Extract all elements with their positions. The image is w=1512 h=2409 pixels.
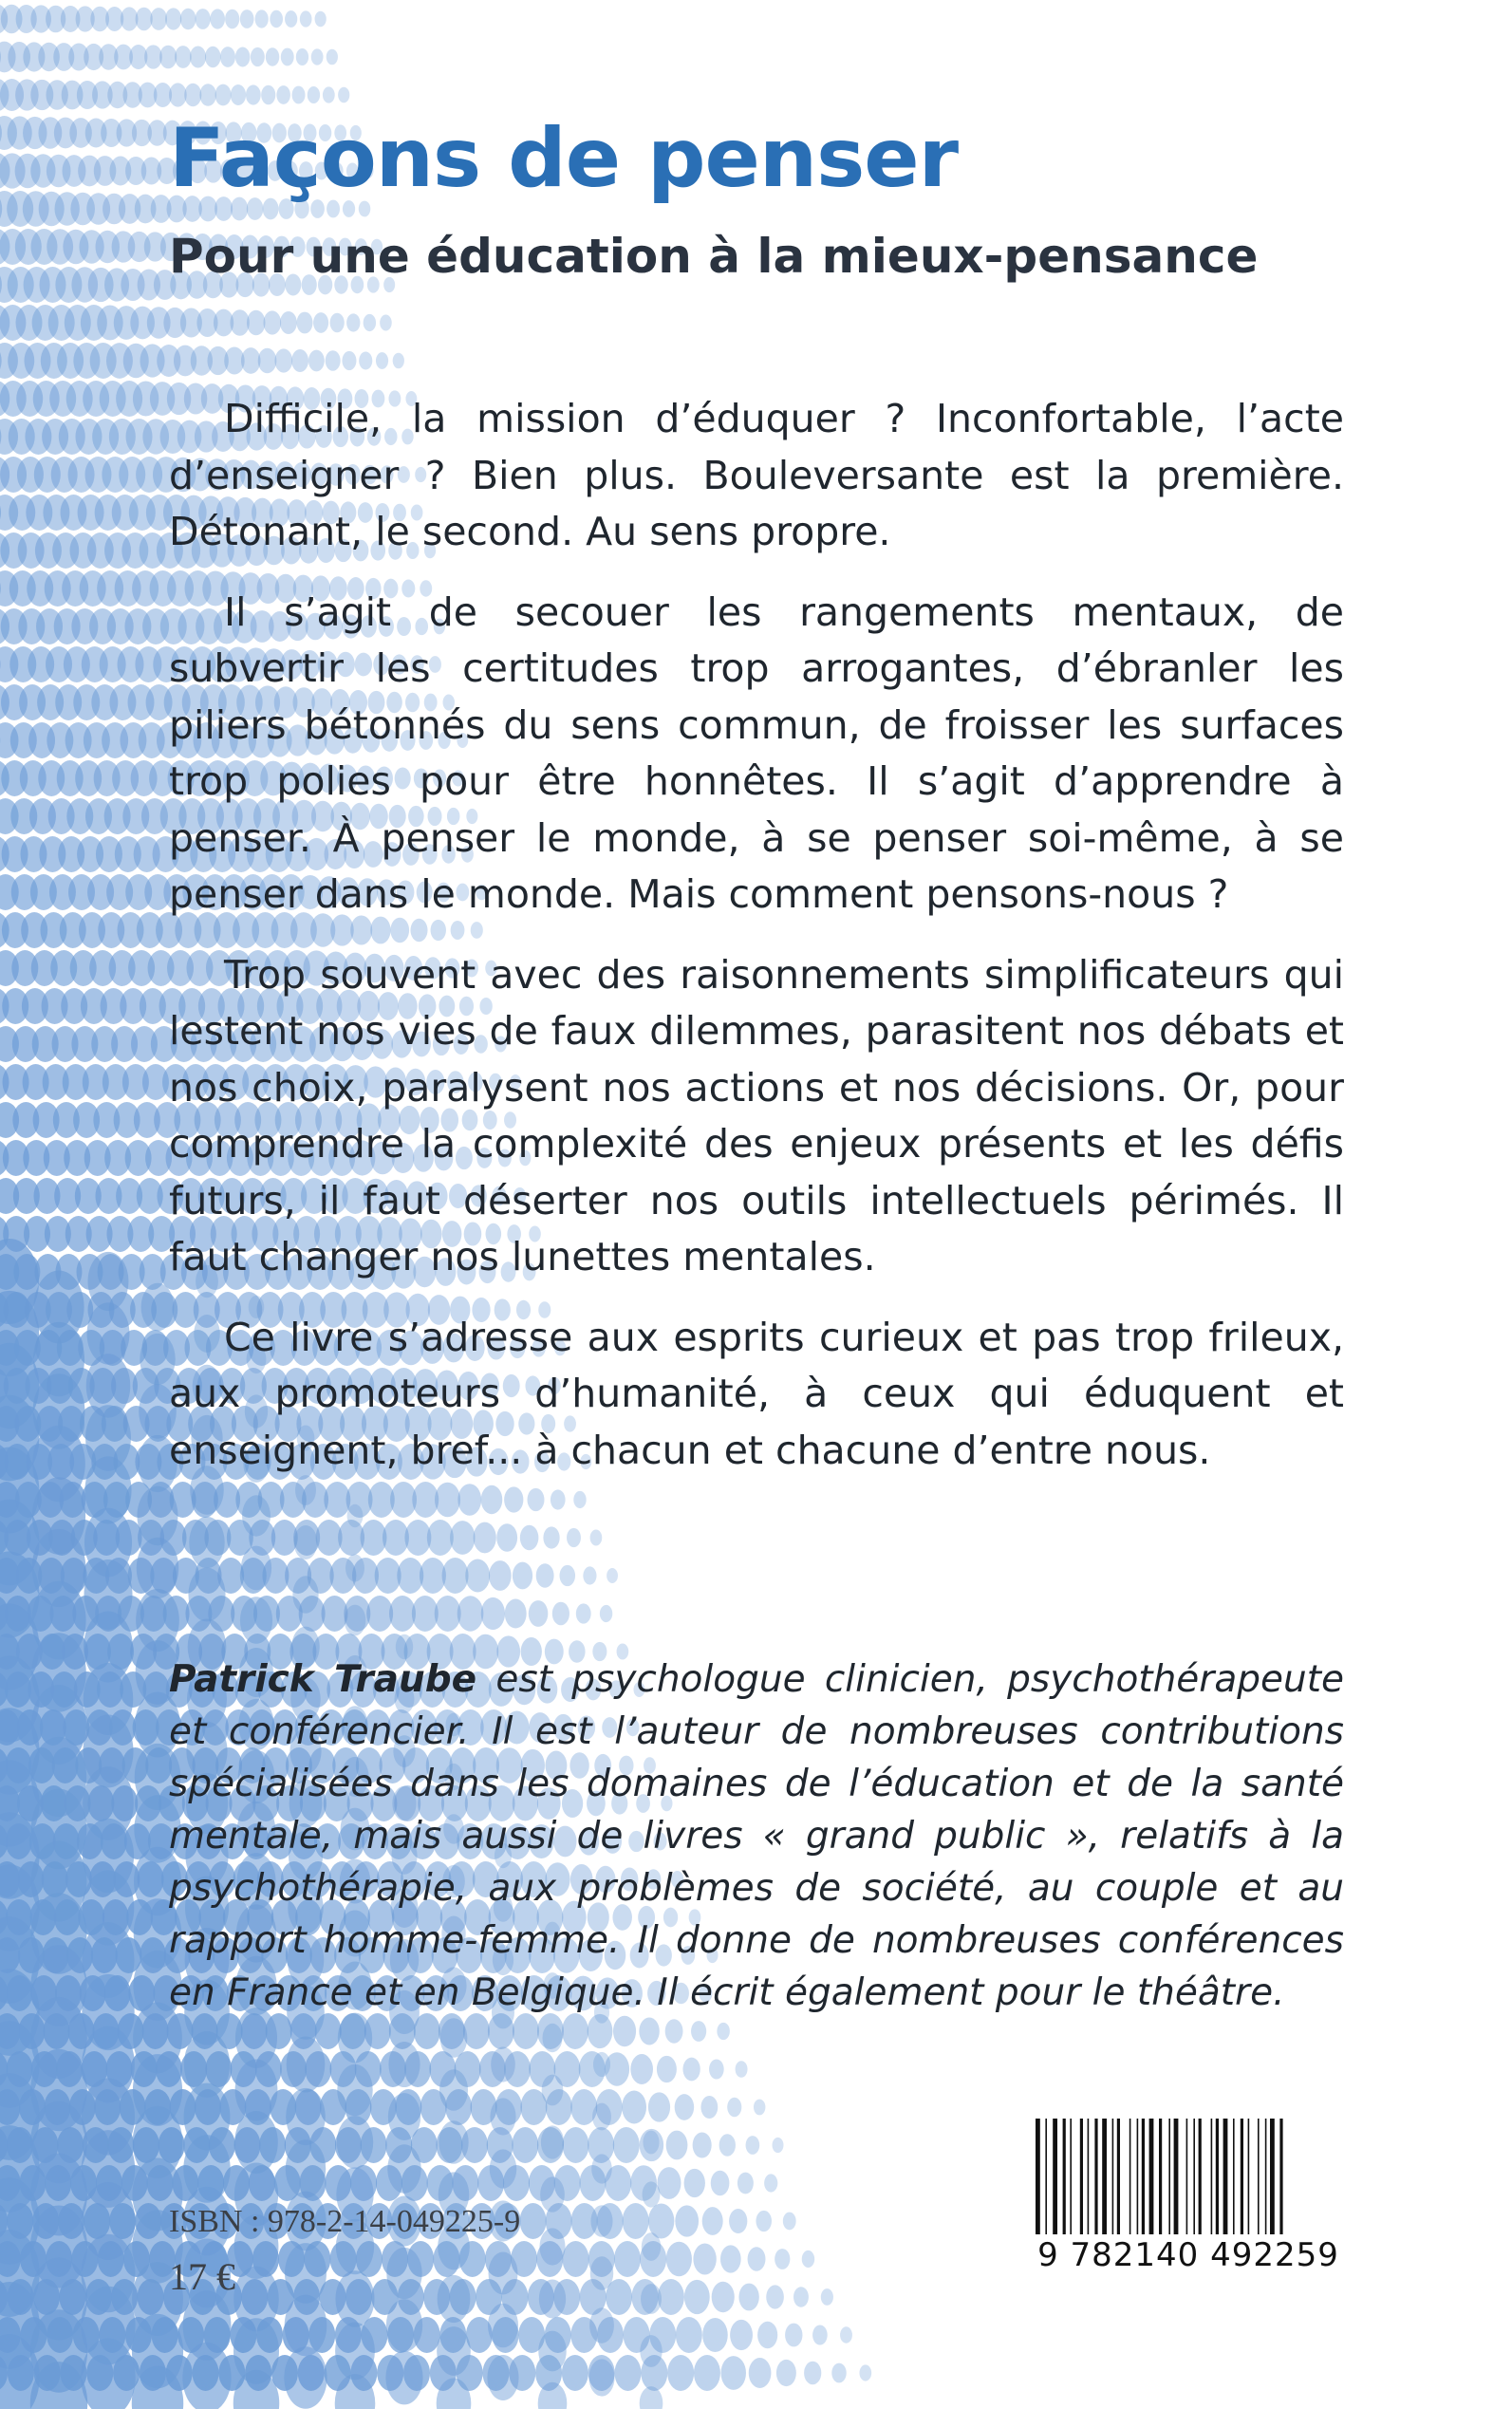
blurb-paragraph-4: Ce livre s’adresse aux esprits curieux et pas trop frileux, aux promoteurs d’humanité, à ceux qui éduquent et enseignent, bref... à chacun et chacune d’entre nous. xyxy=(169,1314,1344,1473)
barcode-bar xyxy=(1088,2119,1090,2234)
barcode-bar xyxy=(1168,2119,1170,2234)
author-name: Patrick Traube xyxy=(169,1658,477,1701)
author-bio xyxy=(169,1653,1344,2019)
barcode-bar xyxy=(1279,2119,1282,2234)
barcode-bar xyxy=(1036,2119,1040,2234)
blurb-paragraph-3: Trop souvent avec des raisonnements simplificateurs qui lestent nos vies de faux dilemmes, parasitent nos débats et nos choix, paralysent nos actions et nos décisions. Or, pour comprendre la complexité des enjeux présents et les défis futurs, il faut déserter nos outils intellectuels périmés. Il faut changer nos lunettes mentales. xyxy=(169,951,1344,1279)
barcode-bar xyxy=(1193,2119,1195,2234)
price-label: 17 € xyxy=(169,2255,235,2298)
barcode-bar xyxy=(1053,2119,1057,2234)
barcode-bar xyxy=(1233,2119,1235,2234)
barcode-bar xyxy=(1159,2119,1162,2234)
barcode-bar xyxy=(1102,2119,1107,2234)
barcode-bar xyxy=(1117,2119,1120,2234)
barcode-bar xyxy=(1063,2119,1066,2234)
barcode-bar xyxy=(1216,2119,1219,2234)
barcode xyxy=(1028,2115,1349,2276)
barcode-bar xyxy=(1070,2119,1072,2234)
barcode-bar xyxy=(1174,2119,1179,2234)
barcode-bar xyxy=(1199,2119,1202,2234)
barcode-bar xyxy=(1186,2119,1188,2234)
barcode-bars xyxy=(1028,2115,1349,2238)
barcode-bar xyxy=(1149,2119,1154,2234)
book-subtitle: Pour une éducation à la mieux-pensance xyxy=(169,229,1259,284)
barcode-bar xyxy=(1241,2119,1243,2234)
blurb xyxy=(169,391,1344,1503)
barcode-digits: 9 782140 492259 xyxy=(1037,2236,1339,2274)
barcode-bar xyxy=(1129,2119,1131,2234)
barcode-bar xyxy=(1211,2119,1213,2234)
barcode-bar xyxy=(1142,2119,1145,2234)
barcode-bar xyxy=(1223,2119,1228,2234)
barcode-bar xyxy=(1080,2119,1083,2234)
barcode-bar xyxy=(1112,2119,1114,2234)
blurb-paragraph-2: Il s’agit de secouer les rangements mentaux, de subvertir les certitudes trop arrogantes, d’ébranler les piliers bétonnés du sens commun, de froisser les surfaces trop polies pour être honnêtes. Il s’agit d’apprendre à penser. À penser le monde, à se penser soi-même, à se penser dans le monde. Mais comment pensons-nous ? xyxy=(169,588,1344,917)
isbn-label: ISBN : 978-2-14-049225-9 xyxy=(169,2204,521,2239)
book-title: Façons de penser xyxy=(169,111,959,206)
author-bio-text: est psychologue clinicien, psychothérapeute et conférencier. Il est l’auteur de nombreuses contributions spécialisées dans les domaines de l’éducation et de la santé mentale, mais aussi de livres « grand public », relatifs à la psychothérapie, aux problèmes de société, au couple et au rapport homme-femme. Il donne de nombreuses conférences en France et en Belgique. Il écrit également pour le théâtre. xyxy=(169,1658,1344,2014)
barcode-bar xyxy=(1045,2119,1047,2234)
barcode-bar xyxy=(1270,2119,1275,2234)
barcode-bar xyxy=(1137,2119,1139,2234)
barcode-bar xyxy=(1248,2119,1250,2234)
barcode-bar xyxy=(1265,2119,1267,2234)
barcode-bar xyxy=(1258,2119,1260,2234)
blurb-paragraph-1: Difficile, la mission d’éduquer ? Inconfortable, l’acte d’enseigner ? Bien plus. Bouleversante est la première. Détonant, le second. Au sens propre. xyxy=(169,396,1344,554)
barcode-bar xyxy=(1094,2119,1097,2234)
